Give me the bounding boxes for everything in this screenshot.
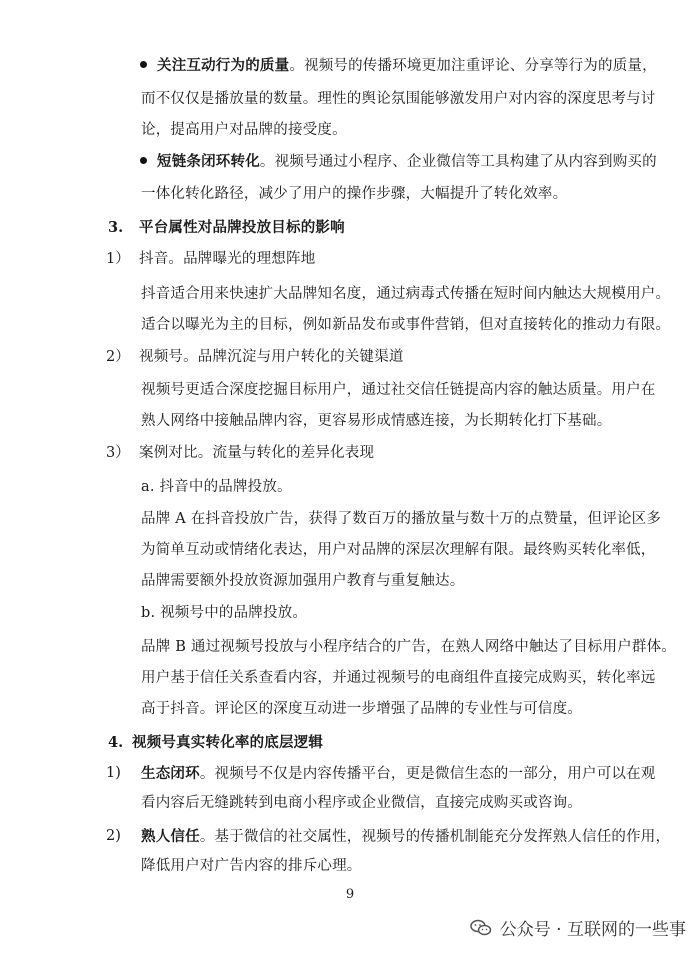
subitem-heading: a. 抖音中的品牌投放。: [141, 479, 292, 495]
text-line: 一体化转化路径，减少了用户的操作步骤，大幅提升了转化效率。: [141, 186, 568, 202]
bullet-title: 短链条闭环转化: [157, 153, 260, 170]
text-line: 降低用户对广告内容的排斥心理。: [141, 858, 362, 874]
watermark: [470, 915, 686, 940]
watermark-text: 公众号 · 互联网的一些事: [499, 920, 686, 940]
text-line: 。基于微信的社交属性，视频号的传播机制能充分发挥熟人信任的作用，: [199, 829, 671, 845]
item-title: 生态闭环: [141, 765, 200, 782]
section-heading: 平台属性对品牌投放目标的影响: [139, 219, 345, 236]
item-number: 2）: [106, 349, 130, 365]
text-line: 熟人网络中接触品牌内容，更容易形成情感连接，为长期转化打下基础。: [141, 413, 612, 429]
subitem-heading: b. 视频号中的品牌投放。: [141, 605, 308, 621]
item-paragraph: [141, 758, 656, 790]
section-number: 4.: [108, 734, 124, 751]
item-heading: 案例对比。流量与转化的差异化表现: [139, 445, 375, 461]
text-line: 品牌 A 在抖音投放广告，获得了数百万的播放量与数十万的点赞量，但评论区多: [141, 511, 662, 527]
text-line: 。视频号通过小程序、企业微信等工具构建了从内容到购买的: [259, 154, 657, 170]
item-heading: 抖音。品牌曝光的理想阵地: [139, 251, 316, 267]
page-number: 9: [345, 887, 355, 902]
item-paragraph: [141, 821, 670, 853]
text-line: 品牌 B 通过视频号投放与小程序结合的广告，在熟人网络中触达了目标用户群体。: [141, 639, 676, 655]
text-line: 用户基于信任关系查看内容，并通过视频号的电商组件直接完成购买，转化率远: [141, 670, 656, 686]
text-line: 视频号更适合深度挖掘目标用户，通过社交信任链提高内容的触达质量。用户在: [141, 382, 656, 398]
bullet-paragraph-short-chain: [140, 146, 657, 178]
text-line: 品牌需要额外投放资源加强用户教育与重复触达。: [141, 573, 465, 589]
item-number: 1）: [106, 251, 130, 267]
bullet-title: 关注互动行为的质量: [157, 57, 290, 74]
text-line: 看内容后无缝跳转到电商小程序或企业微信，直接完成购买或咨询。: [141, 795, 582, 811]
text-line: 而不仅仅是播放量的数量。理性的舆论氛围能够激发用户对内容的深度思考与讨: [141, 91, 656, 107]
text-line: 为简单互动或情绪化表达，用户对品牌的深层次理解有限。最终购买转化率低，: [141, 542, 656, 558]
item-heading: 视频号。品牌沉淀与用户转化的关键渠道: [139, 349, 404, 365]
section-number: 3.: [108, 219, 124, 236]
section-heading: 视频号真实转化率的底层逻辑: [132, 734, 324, 751]
bullet-icon: [140, 157, 147, 164]
item-number: 1): [106, 765, 121, 781]
text-line: 高于抖音。评论区的深度互动进一步增强了品牌的专业性与可信度。: [141, 701, 582, 717]
item-number: 2): [106, 828, 121, 844]
bullet-icon: [140, 61, 147, 68]
text-line: 适合以曝光为主的目标，例如新品发布或事件营销，但对直接转化的推动力有限。: [141, 317, 671, 333]
text-line: 抖音适合用来快速扩大品牌知名度，通过病毒式传播在短时间内触达大规模用户。: [141, 286, 671, 302]
item-number: 3）: [106, 445, 130, 461]
text-line: 。视频号的传播环境更加注重评论、分享等行为的质量，: [289, 58, 657, 74]
text-line: 论，提高用户对品牌的接受度。: [141, 122, 347, 138]
wechat-icon: [470, 919, 492, 937]
item-title: 熟人信任: [141, 828, 200, 845]
bullet-paragraph-interaction-quality: [140, 50, 657, 82]
text-line: 。视频号不仅是内容传播平台，更是微信生态的一部分，用户可以在观: [199, 766, 656, 782]
